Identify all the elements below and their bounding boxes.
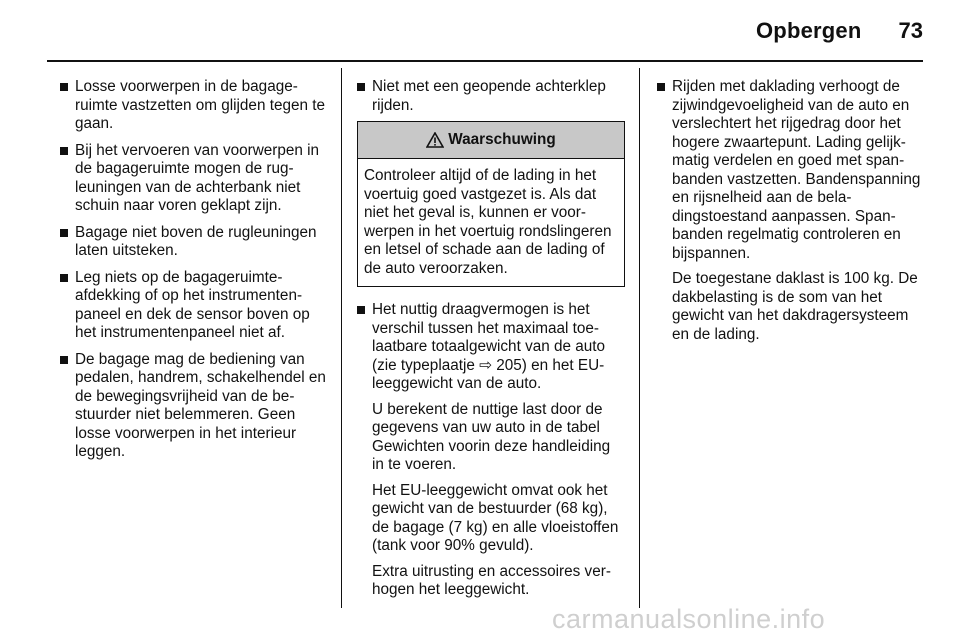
list-item: Leg niets op de bagageruimteafdekking of op het instrumentenpaneel en dek de sensor boven op het instrumentenpaneel niet af. bbox=[60, 269, 330, 343]
bullet-icon bbox=[357, 306, 365, 314]
bullet-icon bbox=[60, 274, 68, 282]
paragraph: U berekent de nuttige last door de gegevens van uw auto in de tabel Gewichten voorin deze handleiding in te voeren. bbox=[372, 400, 611, 473]
column-divider-2 bbox=[639, 68, 640, 608]
bullet-icon bbox=[60, 229, 68, 237]
list-item: Het nuttig draagvermogen is het verschil tussen het maximaal toelaatbare totaalgewicht van de auto (zie typeplaatje ⇨ 205) en het EU-leeggewicht van de auto. U berekent de nuttige last door de gegevens van uw auto in de tabel Gewichten voorin deze handleiding in te voeren. Het EU-leeggewicht omvat ook het gewicht van de bestuurder (68 kg), de bagage (7 kg) en alle vloeistoffen (tank voor 90% gevuld). Extra uitrusting en accessoires verhogen het leeggewicht. bbox=[357, 301, 625, 600]
list-item: Bij het vervoeren van voorwerpen in de bagageruimte mogen de rugleuningen van de achterbank niet schuin naar voren geklapt zijn. bbox=[60, 142, 330, 216]
list-item: Losse voorwerpen in de bagageruimte vastzetten om glijden tegen te gaan. bbox=[60, 78, 330, 134]
paragraph: Het EU-leeggewicht omvat ook het gewicht van de bestuurder (68 kg), de bagage (7 kg) en alle vloeistoffen (tank voor 90% gevuld). bbox=[372, 481, 619, 554]
list-item: Rijden met daklading verhoogt de zijwindgevoeligheid van de auto en verslechtert het rijgedrag door het hogere zwaartepunt. Lading gelijkmatig verdelen en goed met spanbanden vastzetten. Bandenspanning en rijsnelheid aan de beladingstoestand aanpassen. Spanbanden regelmatig controleren en bijspannen. De toegestane daklast is 100 kg. De dakbelasting is de som van het gewicht van het dakdragersysteem en de lading. bbox=[657, 78, 923, 344]
page-reference-arrow-icon: ⇨ bbox=[479, 356, 492, 374]
header-divider bbox=[47, 60, 923, 62]
warning-title: Waarschuwing bbox=[448, 130, 556, 148]
bullet-list bbox=[657, 78, 923, 344]
warning-header bbox=[358, 122, 624, 159]
column-3 bbox=[657, 78, 923, 352]
bullet-list bbox=[60, 78, 330, 462]
bullet-icon bbox=[60, 356, 68, 364]
list-item: Bagage niet boven de rugleuningen laten uitsteken. bbox=[60, 224, 330, 261]
bullet-icon bbox=[657, 83, 665, 91]
watermark: carmanualsonline.info bbox=[552, 604, 826, 634]
page-number: 73 bbox=[898, 18, 923, 43]
column-divider-1 bbox=[341, 68, 342, 608]
bullet-list bbox=[357, 78, 625, 115]
bullet-icon bbox=[357, 83, 365, 91]
column-2 bbox=[357, 78, 625, 608]
warning-body: Controleer altijd of de lading in het voertuig goed vastgezet is. Als dat niet het geval is, kunnen er voorwerpen in het voertuig rondslingeren en letsel of schade aan de lading of de auto veroorzaken. bbox=[364, 167, 612, 277]
bullet-icon bbox=[60, 147, 68, 155]
warning-triangle-icon bbox=[426, 132, 444, 148]
warning-box bbox=[357, 121, 625, 287]
bullet-list bbox=[357, 301, 625, 600]
paragraph: De toegestane daklast is 100 kg. De dakbelasting is de som van het gewicht van het dakdragersysteem en de lading. bbox=[672, 270, 918, 343]
list-item: Niet met een geopende achterklep rijden. bbox=[357, 78, 625, 115]
paragraph: Extra uitrusting en accessoires verhogen het leeggewicht. bbox=[372, 562, 611, 598]
bullet-icon bbox=[60, 83, 68, 91]
column-1 bbox=[60, 78, 330, 470]
list-item: De bagage mag de bediening van pedalen, handrem, schakelhendel en de bewegingsvrijheid van de bestuurder niet belemmeren. Geen losse voorwerpen in het interieur leggen. bbox=[60, 351, 330, 462]
page-header bbox=[0, 0, 960, 62]
page-title: Opbergen bbox=[756, 18, 862, 43]
page-reference: 205 bbox=[496, 356, 522, 374]
